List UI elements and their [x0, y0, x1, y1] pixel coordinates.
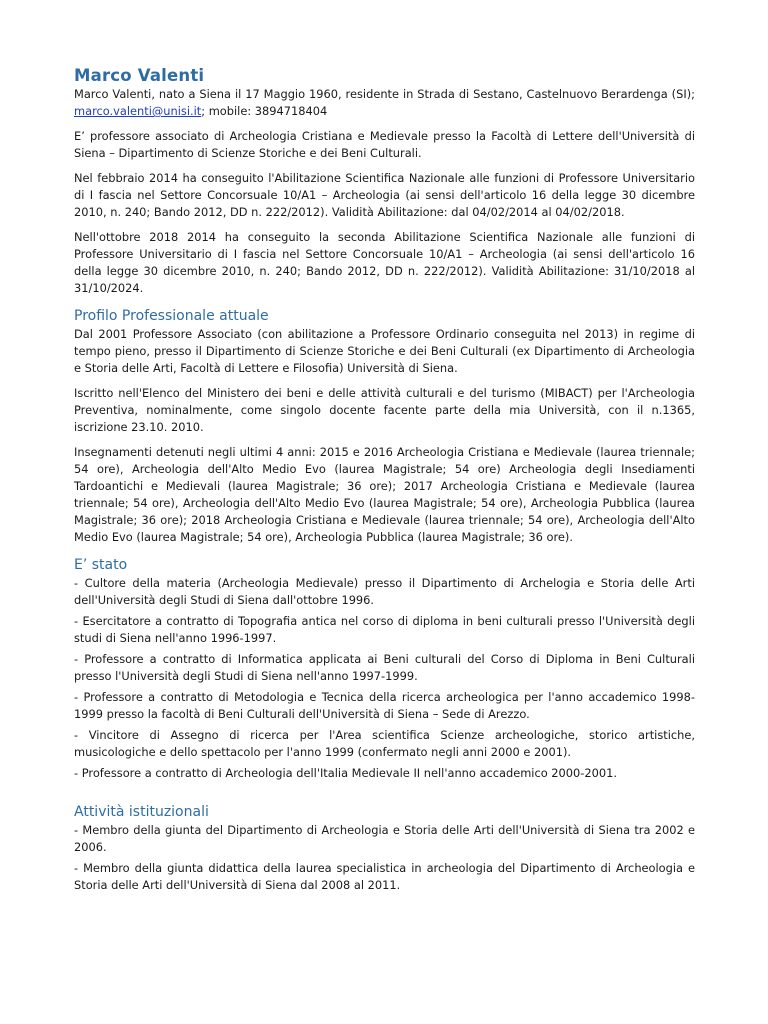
- intro-mobile: ; mobile: 3894718404: [201, 104, 328, 118]
- intro-paragraph: [74, 86, 695, 120]
- profile-paragraph: Insegnamenti detenuti negli ultimi 4 anni: 2015 e 2016 Archeologia Cristiana e Medievale (laurea triennale; 54 ore), Archeologia dell'Alto Medio Evo (laurea Magistrale; 54 ore) Archeologia degli Insediamenti Tardoantichi e Medievali (laurea Magistrale; 36 ore); 2017 Archeologia Cristiana e Medievale (laurea triennale; 54 ore), Archeologia dell'Alto Medio Evo (laurea Magistrale; 54 ore), Archeologia Pubblica (laurea Magistrale; 36 ore); 2018 Archeologia Cristiana e Medievale (laurea triennale; 54 ore), Archeologia dell'Alto Medio Evo (laurea Magistrale; 54 ore), Archeologia Pubblica (laurea Magistrale; 36 ore).: [74, 445, 695, 544]
- stato-item: - Professore a contratto di Archeologia dell'Italia Medievale II nell'anno accademico 2000-2001.: [74, 766, 618, 780]
- stato-item: - Professore a contratto di Informatica applicata ai Beni culturali del Corso di Diploma in Beni Culturali presso l'Università degli Studi di Siena nell'anno 1997-1999.: [74, 652, 695, 683]
- email-link[interactable]: marco.valenti@unisi.it: [74, 104, 202, 118]
- istituzionali-item: - Membro della giunta del Dipartimento di Archeologia e Storia delle Arti dell'Università di Siena tra 2002 e 2006.: [74, 823, 695, 854]
- bio-paragraph: E’ professore associato di Archeologia Cristiana e Medievale presso la Facoltà di Lettere dell'Università di Siena – Dipartimento di Scienze Storiche e dei Beni Culturali.: [74, 129, 695, 160]
- stato-item: - Cultore della materia (Archeologia Medievale) presso il Dipartimento di Archelogia e Storia delle Arti dell'Università degli Studi di Siena dall'ottobre 1996.: [74, 576, 695, 607]
- stato-item: - Vincitore di Assegno di ricerca per l'Area scientifica Scienze archeologiche, storico artistiche, musicologiche e dello spettacolo per l'anno 1999 (confermato negli anni 2000 e 2001).: [74, 728, 695, 759]
- stato-item: - Esercitatore a contratto di Topografia antica nel corso di diploma in beni culturali presso l'Università degli studi di Siena nell'anno 1996-1997.: [74, 614, 695, 645]
- istituzionali-item: - Membro della giunta didattica della laurea specialistica in archeologia del Dipartimento di Archeologia e Storia delle Arti dell'Università di Siena dal 2008 al 2011.: [74, 861, 695, 892]
- person-name: Marco Valenti: [74, 66, 205, 85]
- intro-text: Marco Valenti, nato a Siena il 17 Maggio 1960, residente in Strada di Sestano, Castelnuovo Berardenga (SI);: [74, 87, 695, 101]
- profile-paragraph: Dal 2001 Professore Associato (con abilitazione a Professore Ordinario conseguita nel 2013) in regime di tempo pieno, presso il Dipartimento di Scienze Storiche e dei Beni Culturali (ex Dipartimento di Archeologia e Storia delle Arti, Facoltà di Lettere e Filosofia) Università di Siena.: [74, 327, 695, 375]
- bio-paragraph: Nell'ottobre 2018 2014 ha conseguito la seconda Abilitazione Scientifica Nazionale alle funzioni di Professore Universitario di I fascia nel Settore Concorsuale 10/A1 – Archeologia (ai sensi dell'articolo 16 della legge 30 dicembre 2010, n. 240; Bando 2012, DD n. 222/2012). Validità Abilitazione: 31/10/2018 al 31/10/2024.: [74, 230, 695, 295]
- profile-paragraph: Iscritto nell'Elenco del Ministero dei beni e delle attività culturali e del turismo (MIBACT) per l'Archeologia Preventiva, nominalmente, come singolo docente facente parte della mia Università, con il n.1365, iscrizione 23.10. 2010.: [74, 386, 695, 434]
- stato-item: - Professore a contratto di Metodologia e Tecnica della ricerca archeologica per l'anno accademico 1998-1999 presso la facoltà di Beni Culturali dell'Università di Siena – Sede di Arezzo.: [74, 690, 695, 721]
- bio-paragraph: Nel febbraio 2014 ha conseguito l'Abilitazione Scientifica Nazionale alle funzioni di Professore Universitario di I fascia nel Settore Concorsuale 10/A1 – Archeologia (ai sensi dell'articolo 16 della legge 30 dicembre 2010, n. 240; Bando 2012, DD n. 222/2012). Validità Abilitazione: dal 04/02/2014 al 04/02/2018.: [74, 171, 695, 219]
- section-heading-stato: E’ stato: [74, 557, 128, 573]
- cv-document: [74, 66, 695, 894]
- section-heading-istituzionali: Attività istituzionali: [74, 804, 209, 820]
- section-heading-profile: Profilo Professionale attuale: [74, 308, 269, 324]
